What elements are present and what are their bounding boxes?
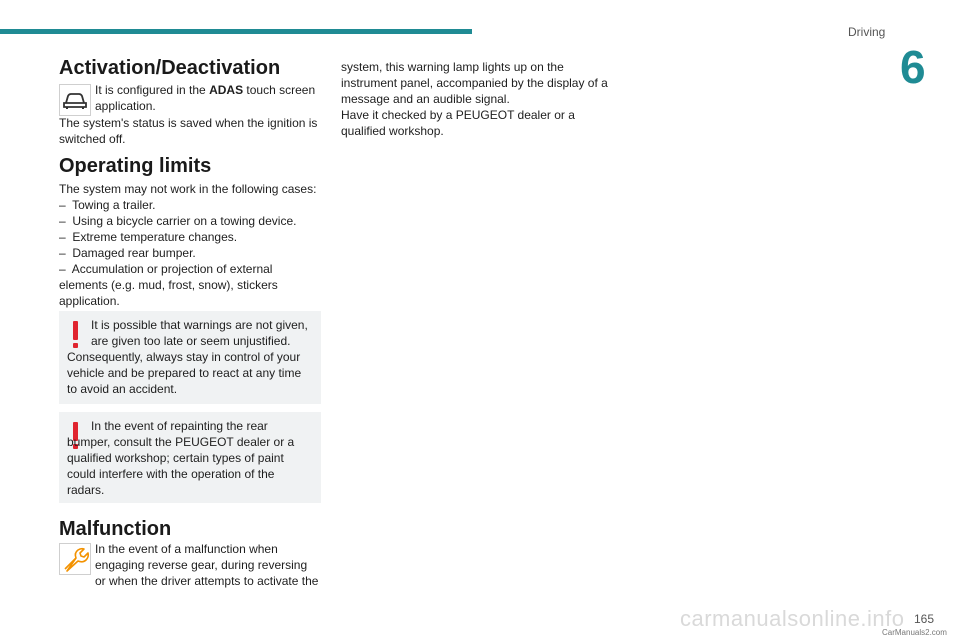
warning-text: It is possible that warnings are not given, are given too late or seem unjustified. Consequently, always stay in control of your vehicle and be prepared to react at any time to avoid an accident. — [67, 318, 308, 396]
list-item: – Using a bicycle carrier on a towing device. — [59, 214, 297, 228]
operating-limits-intro: The system may not work in the following cases: — [59, 182, 317, 196]
malfunction-continued-text: system, this warning lamp lights up on the instrument panel, accompanied by the display of a message and an audible signal. — [341, 60, 608, 106]
activation-title: Activation/Deactivation — [59, 57, 281, 79]
malfunction-advice-text: Have it checked by a PEUGEOT dealer or a qualified workshop. — [341, 108, 575, 138]
list-item: – Damaged rear bumper. — [59, 246, 196, 260]
watermark-brand: CarManuals2.com — [882, 628, 947, 637]
chapter-number: 6 — [900, 41, 926, 93]
warning-text: In the event of repainting the rear bumper, consult the PEUGEOT dealer or a qualified workshop; certain types of paint could interfere with the operation of the radars. — [67, 419, 295, 497]
list-item: – Accumulation or projection of external elements (e.g. mud, frost, snow), stickers application. — [59, 262, 278, 308]
malfunction-title: Malfunction — [59, 518, 172, 540]
section-label: Driving — [848, 25, 886, 39]
list-item: – Extreme temperature changes. — [59, 230, 238, 244]
page-number: 165 — [914, 612, 935, 626]
malfunction-text: In the event of a malfunction when engaging reverse gear, during reversing or when the driver attempts to activate the — [95, 542, 319, 588]
watermark-site: carmanualsonline.info — [680, 606, 905, 631]
operating-limits-list — [59, 197, 321, 309]
activation-status-text: The system's status is saved when the ignition is switched off. — [59, 116, 318, 146]
activation-configured-text: It is configured in the ADAS touch screen application. — [95, 83, 316, 113]
list-item: – Towing a trailer. — [59, 198, 156, 212]
warning-box — [59, 412, 321, 503]
operating-limits-title: Operating limits — [59, 155, 212, 177]
warning-box — [59, 311, 321, 404]
header-accent-bar — [0, 29, 472, 34]
